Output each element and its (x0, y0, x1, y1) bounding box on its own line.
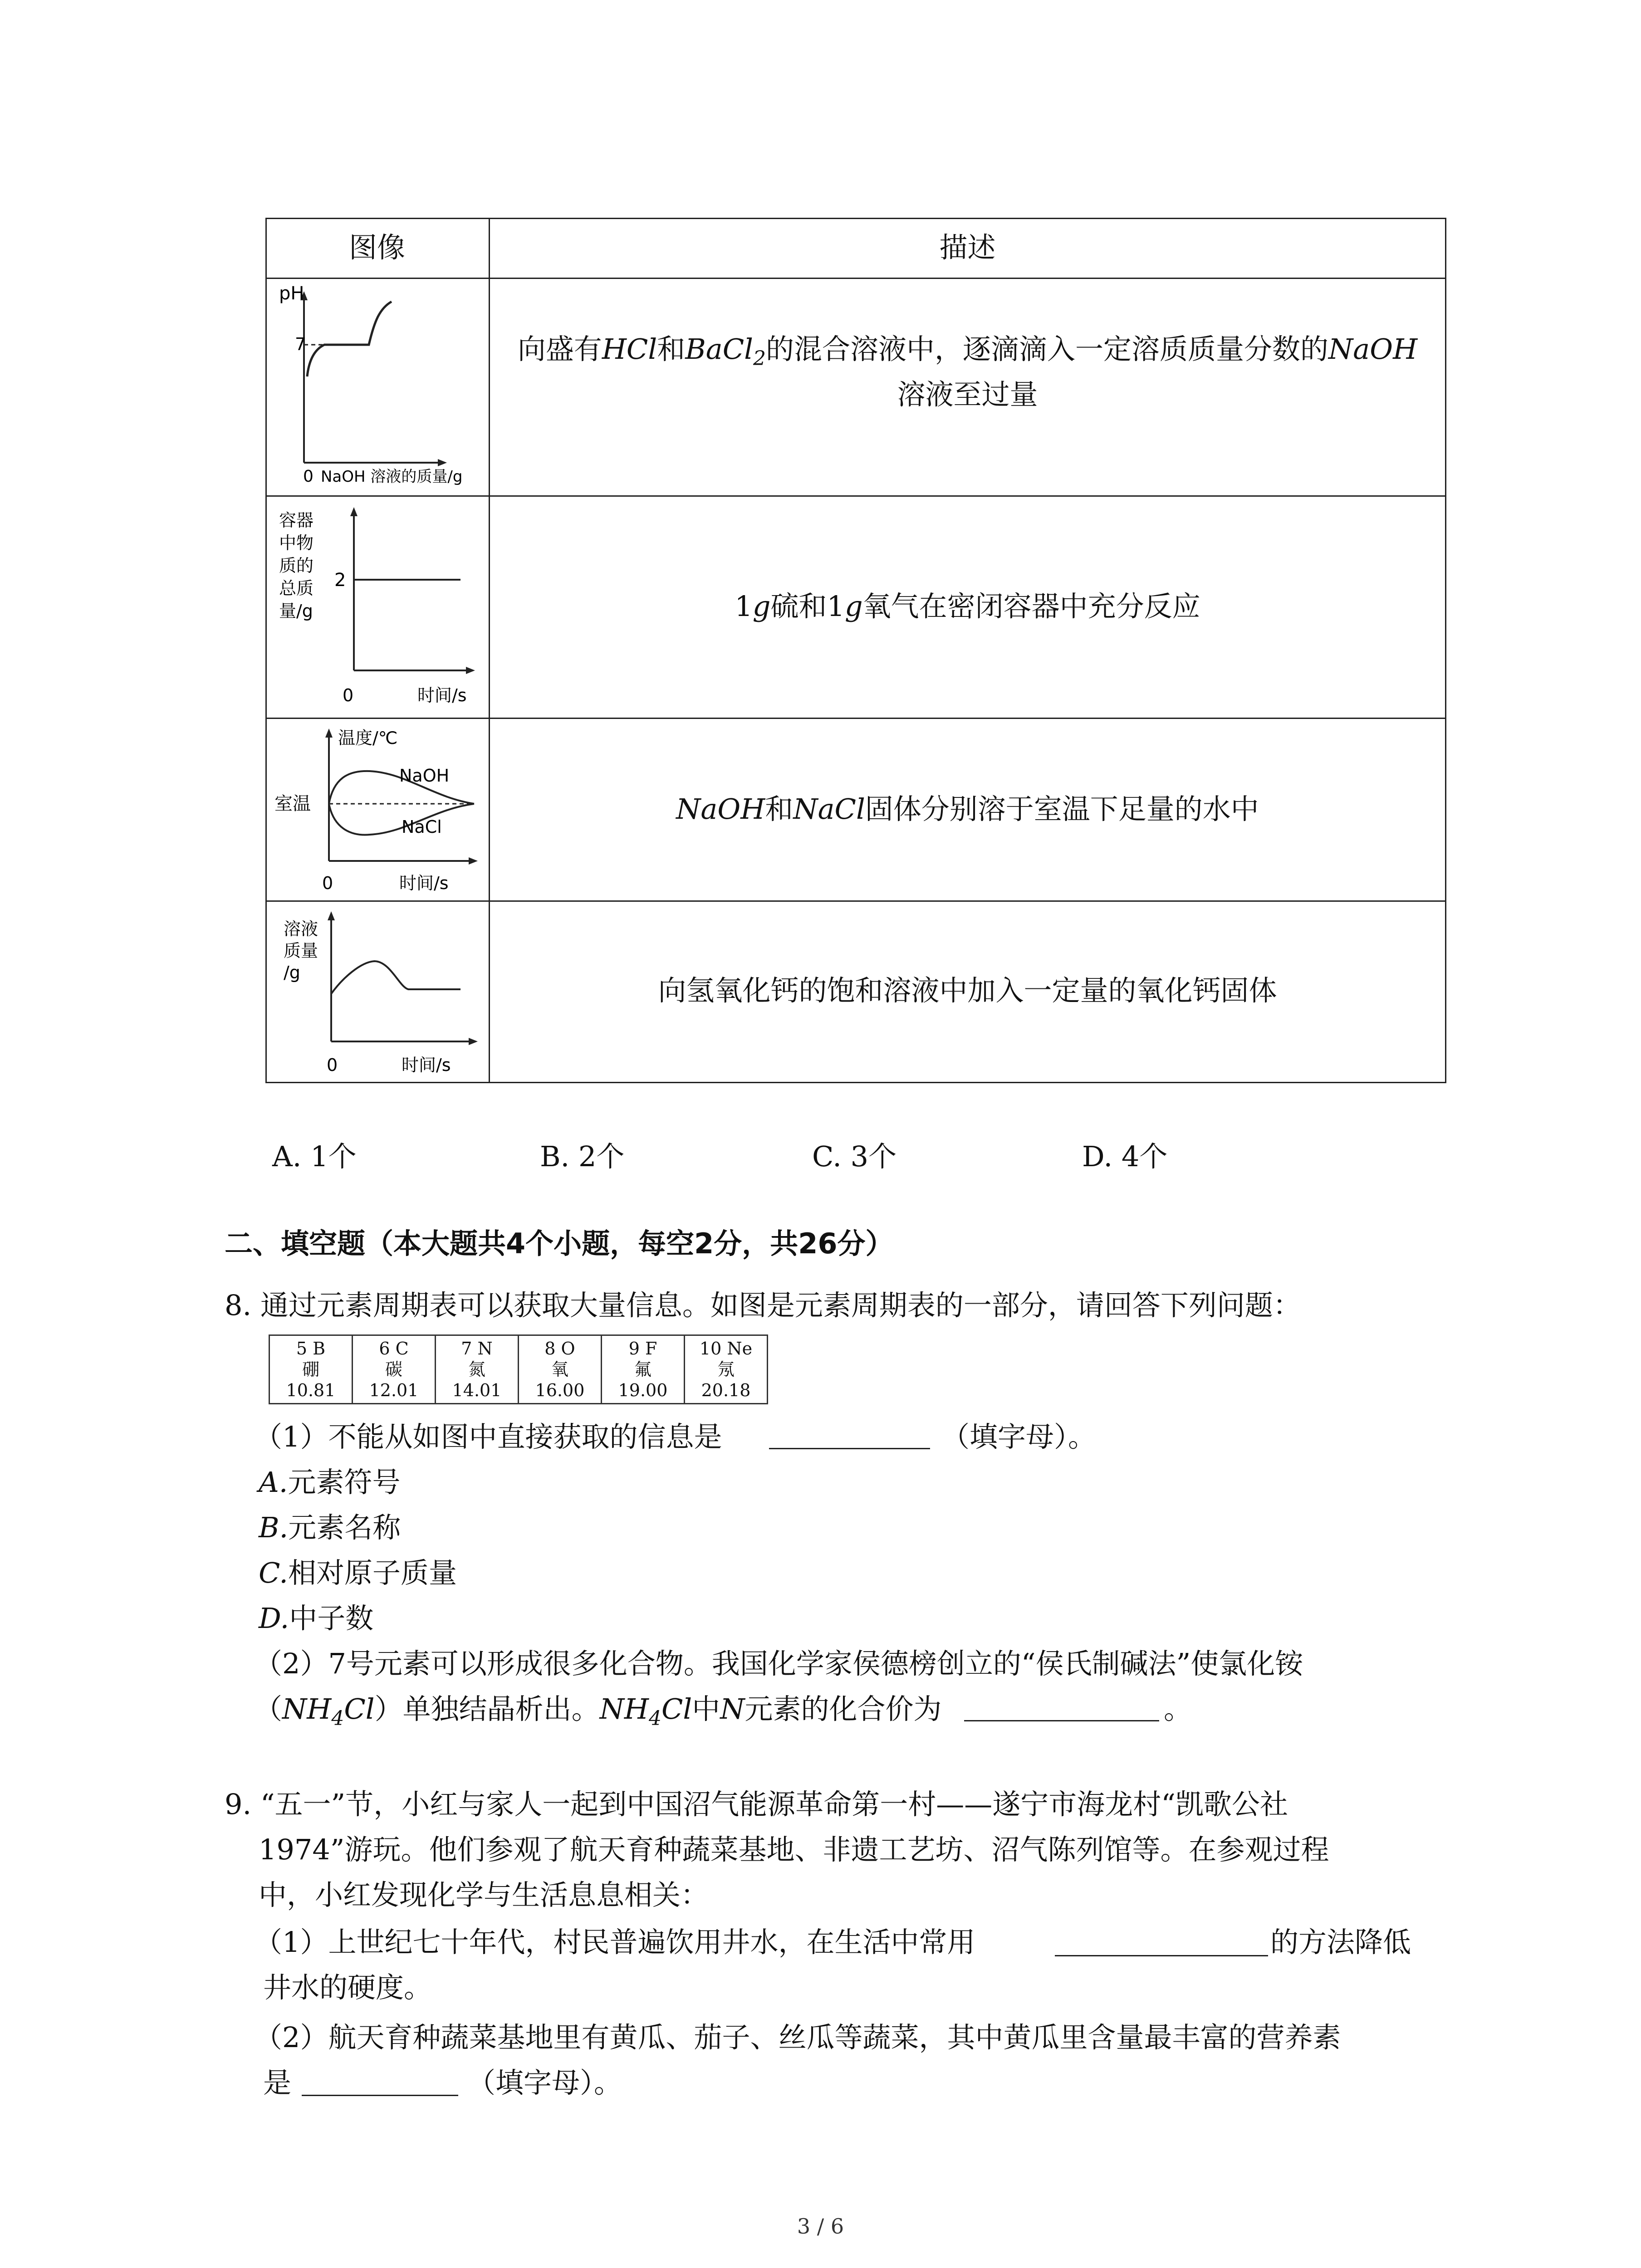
q8-choice-c: C.相对原子质量 (259, 1556, 457, 1589)
graph1-origin: 0 (303, 467, 314, 486)
q9-line3: 中，小红发现化学与生活息息相关： (259, 1878, 709, 1911)
graph3-origin: 0 (322, 873, 333, 893)
graph2-y-label-2: 中物 (279, 533, 314, 553)
q9-sub2-prefix: 是 (263, 2066, 292, 2099)
q8-choice-b: B.元素名称 (259, 1511, 401, 1544)
graph4-y-label-2: 质量 (284, 941, 318, 961)
ph-curve-graph (270, 281, 488, 494)
q9-sub1-line2: 井水的硬度。 (263, 1971, 432, 2004)
graph3-y-label: 温度/℃ (338, 728, 398, 748)
q8-sub1-answer-blank[interactable] (769, 1448, 930, 1449)
graph3-x-label: 时间/s (399, 873, 449, 893)
graph2-tick: 2 (334, 570, 346, 591)
q8-sub1-suffix: （填字母）。 (941, 1420, 1097, 1453)
q8-sub2-line2: $(NH_4Cl)$单独结晶析出。$NH_4Cl$中N元素的化合价为 (254, 1692, 942, 1730)
element-cell: 5 B 硼 10.81 (269, 1335, 353, 1404)
q9-sub1-suffix: 的方法降低 (1270, 1926, 1411, 1959)
q8-sub2-period: 。 (1164, 1692, 1192, 1725)
graph3-series-bottom: NaCl (402, 817, 442, 837)
table-header-image: 图像 (348, 231, 405, 264)
q9-line1: 9. “五一”节，小红与家人一起到中国沼气能源革命第一村——遂宁市海龙村“凯歌公社 (225, 1788, 1288, 1821)
graph4-y-label-3: /g (284, 963, 300, 982)
q8-choice-d: D.中子数 (259, 1602, 374, 1635)
graph1-tick: 7 (295, 334, 306, 354)
q9-sub2-line1: （2）航天育种蔬菜基地里有黄瓜、茄子、丝瓜等蔬菜，其中黄瓜里含量最丰富的营养素 (254, 2021, 1341, 2054)
q9-line2: 1974”游玩。他们参观了航天育种蔬菜基地、非遗工艺坊、沼气陈列馆等。在参观过程 (259, 1833, 1329, 1866)
graph3-side-label: 室温 (274, 793, 311, 814)
element-cell: 7 N 氮 14.01 (436, 1335, 519, 1404)
row2-description: 1g硫和1g氧气在密闭容器中充分反应 (735, 590, 1200, 623)
element-cell: 10 Ne 氖 20.18 (685, 1335, 768, 1404)
q9-sub1-prompt: （1）上世纪七十年代，村民普遍饮用井水，在生活中常用 (254, 1926, 975, 1959)
graph-description-table (265, 218, 1446, 1083)
graph2-origin: 0 (343, 685, 354, 705)
row1-description: 向盛有HCl和BaCl$_2$的混合溶液中，逐滴滴入一定溶质质量分数的NaOH (517, 332, 1418, 370)
graph3-series-top: NaOH (399, 766, 450, 786)
q8-choice-a: A.元素符号 (259, 1466, 401, 1499)
graph2-x-label: 时间/s (417, 685, 467, 705)
page-number: 3 / 6 (797, 2214, 844, 2239)
temperature-graph (270, 720, 488, 899)
section-heading: 二、填空题（本大题共4个小题，每空2分，共26分） (225, 1227, 894, 1260)
option-b: B. 2个 (540, 1140, 625, 1173)
graph1-y-label: pH (279, 283, 304, 304)
graph2-y-label-4: 总质 (279, 578, 314, 598)
solution-mass-graph (270, 903, 488, 1080)
graph1-x-label: NaOH 溶液的质量/g (321, 468, 463, 486)
total-mass-graph (270, 498, 488, 716)
graph4-origin: 0 (327, 1055, 338, 1075)
q9-sub2-answer-blank[interactable] (302, 2095, 458, 2096)
q8-sub1-prompt: （1）不能从如图中直接获取的信息是 (254, 1420, 722, 1453)
option-a: A. 1个 (272, 1140, 357, 1173)
graph2-y-label-5: 量/g (279, 601, 313, 621)
element-cell: 9 F 氟 19.00 (602, 1335, 685, 1404)
row1-description-line2: 溶液至过量 (897, 378, 1038, 411)
row3-description: NaOH和NaCl固体分别溶于室温下足量的水中 (676, 792, 1259, 826)
row4-description: 向氢氧化钙的饱和溶液中加入一定量的氧化钙固体 (658, 974, 1277, 1007)
periodic-table-excerpt (269, 1334, 768, 1404)
q9-sub1-answer-blank[interactable] (1055, 1955, 1268, 1956)
q8-sub2-line1: （2）7号元素可以形成很多化合物。我国化学家侯德榜创立的“侯氏制碱法”使氯化铵 (254, 1647, 1303, 1680)
element-cell: 6 C 碳 12.01 (353, 1335, 436, 1404)
graph2-y-label-3: 质的 (279, 556, 314, 576)
q8-sub2-answer-blank[interactable] (964, 1720, 1159, 1721)
table-header-description: 描述 (939, 231, 996, 264)
graph4-y-label-1: 溶液 (284, 919, 318, 939)
q9-sub2-suffix: （填字母）。 (467, 2066, 622, 2099)
graph4-x-label: 时间/s (402, 1055, 451, 1075)
option-d: D. 4个 (1082, 1140, 1168, 1173)
option-c: C. 3个 (812, 1140, 897, 1173)
element-cell: 8 O 氧 16.00 (519, 1335, 602, 1404)
graph2-y-label-1: 容器 (279, 510, 314, 530)
q8-stem: 8. 通过元素周期表可以获取大量信息。如图是元素周期表的一部分，请回答下列问题： (225, 1289, 1301, 1322)
